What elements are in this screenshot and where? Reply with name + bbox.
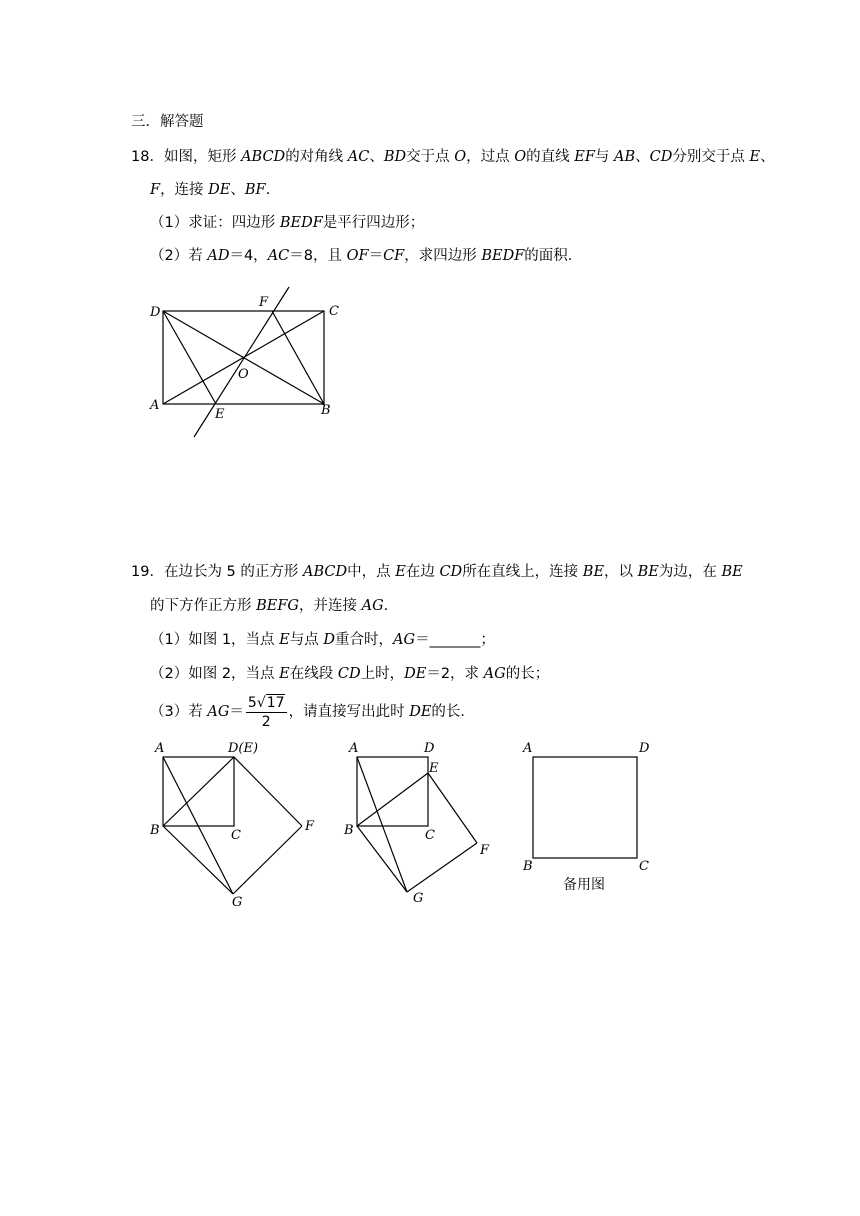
q18-line-1: 18．如图，矩形 ABCD的对角线 AC、BD交于点 O，过点 O的直线 EF与 AB、CD分别交于点 E、 xyxy=(131,149,775,165)
segment-bf xyxy=(272,311,324,404)
label-D: D xyxy=(424,741,435,756)
label-C: C xyxy=(639,859,649,874)
answer-blank: ＝_______； xyxy=(415,632,495,648)
segment-bd xyxy=(163,757,234,826)
q19-figure-2 xyxy=(340,735,500,910)
q19-part-1: （1）如图 1，当点 E与点 D重合时，AG＝_______； xyxy=(150,632,495,648)
segment-de xyxy=(163,311,216,404)
label-B: B xyxy=(523,859,533,874)
segment-be xyxy=(357,773,428,826)
fraction-5-sqrt17-over-2: $\frac{5√17}{2}$ xyxy=(247,694,285,730)
label-O: O xyxy=(238,367,249,382)
q18-part-1: （1）求证：四边形 BEDF是平行四边形； xyxy=(150,215,425,231)
spare-figure-caption: 备用图 xyxy=(563,877,605,893)
q19-part-2: （2）如图 2，当点 E在线段 CD上时，DE＝2，求 AG的长； xyxy=(150,666,550,682)
q18-number: 18． xyxy=(131,149,164,165)
segment-ag xyxy=(357,757,407,892)
q19-number: 19． xyxy=(131,564,164,580)
label-C: C xyxy=(329,304,339,319)
label-E: E xyxy=(215,407,225,422)
label-B: B xyxy=(150,823,160,838)
section-title: 三．解答题 xyxy=(131,114,204,130)
q19-figure-3 xyxy=(515,735,665,895)
q19-part-3: （3）若 AG＝ $\frac{5√17}{2}$ ，请直接写出此时 DE的长． xyxy=(150,694,475,730)
label-F: F xyxy=(259,295,269,310)
label-B: B xyxy=(321,403,331,418)
q18-figure xyxy=(140,280,360,440)
q18-part-2: （2）若 AD＝4，AC＝8，且 OF＝CF，求四边形 BEDF的面积． xyxy=(150,248,583,264)
label-A: A xyxy=(349,741,359,756)
label-A: A xyxy=(150,398,160,413)
q19-line-1: 19．在边长为 5 的正方形 ABCD中，点 E在边 CD所在直线上，连接 BE，以 BE为边，在 BE xyxy=(131,564,743,580)
label-F: F xyxy=(480,843,490,858)
label-G: G xyxy=(413,891,424,906)
q19-line-2: 的下方作正方形 BEFG，并连接 AG. xyxy=(150,598,389,614)
label-C: C xyxy=(425,828,435,843)
label-C: C xyxy=(231,828,241,843)
segment-gb xyxy=(357,826,407,892)
square-abcd xyxy=(357,757,428,826)
line-ef xyxy=(194,287,289,437)
segment-df xyxy=(234,757,302,826)
label-E: E xyxy=(429,761,439,776)
label-D: D xyxy=(150,305,161,320)
label-DE: D(E) xyxy=(228,741,259,756)
segment-ef xyxy=(428,773,477,843)
label-A: A xyxy=(155,741,165,756)
segment-fg xyxy=(233,826,302,894)
segment-fg xyxy=(407,843,477,892)
label-D: D xyxy=(639,741,650,756)
q19-figure-1 xyxy=(145,735,325,910)
label-B: B xyxy=(344,823,354,838)
label-F: F xyxy=(305,819,315,834)
q18-line-2: F，连接 DE、BF. xyxy=(150,182,271,198)
label-A: A xyxy=(523,741,533,756)
label-G: G xyxy=(232,895,243,910)
segment-gb xyxy=(163,826,233,894)
square-abcd xyxy=(533,757,637,858)
